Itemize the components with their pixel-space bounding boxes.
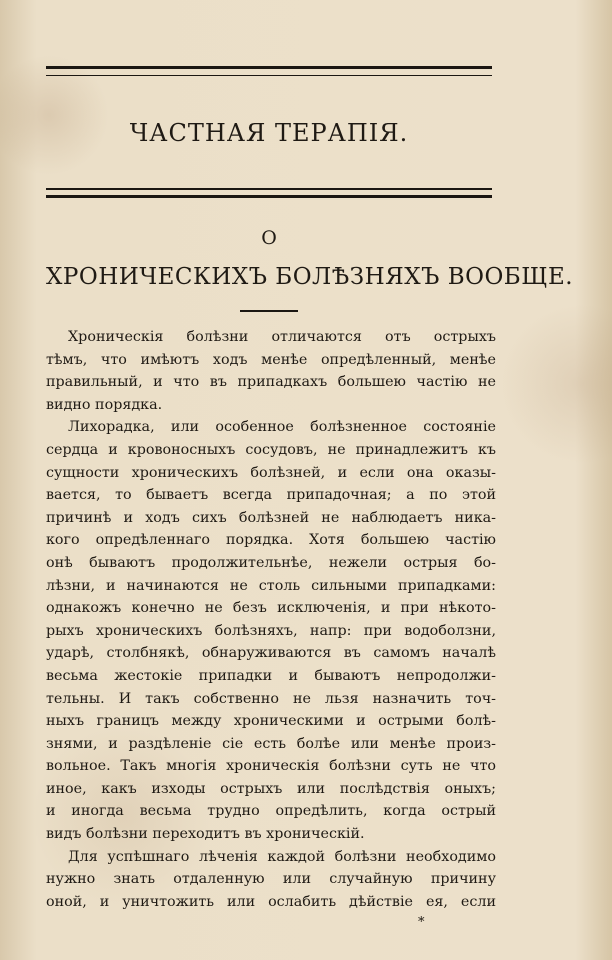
top-double-rule <box>46 66 492 76</box>
text-line: Хроническія болѣзни отличаются отъ острыхъ <box>68 329 496 345</box>
text-line: нужно знать отдаленную или случайную причину <box>46 871 496 888</box>
text-line: знями, и раздѣленіе сіе есть болѣе или менѣе произ- <box>46 735 496 752</box>
text-line: сердца и кровоносныхъ сосудовъ, не принадлежитъ къ <box>46 441 496 458</box>
running-title: ЧАСТНАЯ ТЕРАПІЯ. <box>129 119 409 147</box>
short-separator-rule <box>240 310 298 312</box>
text-line: ныхъ границъ между хроническими и острыми болѣ- <box>46 713 496 730</box>
text-line: онѣ бываютъ продолжительнѣе, нежели острыя бо- <box>46 554 496 571</box>
top-rule-thin-line <box>46 75 492 77</box>
top-rule-thick-line <box>46 66 492 69</box>
text-line: вается, то бываетъ всегда припадочная; а по этой <box>46 487 496 504</box>
middle-rule-thick-line <box>46 195 492 198</box>
text-line: правильный, и что въ припадкахъ большею частію не <box>46 374 496 391</box>
sub-heading: О <box>261 227 277 249</box>
text-line: тѣмъ, что имѣютъ ходъ менѣе опредѣленный, менѣе <box>46 351 496 368</box>
text-line: кого опредѣленнаго порядка. Хотя большею частію <box>46 532 496 549</box>
text-line: причинѣ и ходъ сихъ болѣзней не наблюдаетъ ника- <box>46 509 496 526</box>
signature-mark: * <box>418 915 425 930</box>
body-text <box>46 326 496 913</box>
text-line: вольное. Такъ многія хроническія болѣзни суть не что <box>46 758 496 775</box>
chapter-title: ХРОНИЧЕСКИХЪ БОЛѢЗНЯХЪ ВООБЩЕ. <box>46 264 574 290</box>
text-line: иное, какъ изходы острыхъ или послѣдствія оныхъ; <box>46 780 496 797</box>
text-line: видъ болѣзни переходитъ въ хроническій. <box>46 826 365 843</box>
text-line: весьма жестокіе припадки и бываютъ непродолжи- <box>46 667 496 684</box>
text-line: и иногда весьма трудно опредѣлить, когда острый <box>46 803 496 820</box>
text-line: видно порядка. <box>46 396 163 413</box>
text-line: ударѣ, столбнякѣ, обнаруживаются въ самомъ началѣ <box>46 645 496 662</box>
middle-rule-thin-line <box>46 188 492 190</box>
text-line: оной, и уничтожить или ослабить дѣйствіе ея, если <box>46 893 496 910</box>
text-line: рыхъ хроническихъ болѣзняхъ, напр: при водоболзни, <box>46 622 496 639</box>
text-line: Для успѣшнаго лѣченія каждой болѣзни необходимо <box>68 848 496 865</box>
text-line: лѣзни, и начинаются не столь сильными припадками: <box>46 577 496 594</box>
middle-double-rule <box>46 188 492 198</box>
text-line: сущности хроническихъ болѣзней, и если она оказы- <box>46 464 496 481</box>
text-line: тельны. И такъ собственно не льзя назначить точ- <box>46 690 496 707</box>
text-line: Лихорадка, или особенное болѣзненное состояніе <box>68 419 496 436</box>
text-line: однакожъ конечно не безъ исключенія, и при нѣкото- <box>46 600 496 617</box>
